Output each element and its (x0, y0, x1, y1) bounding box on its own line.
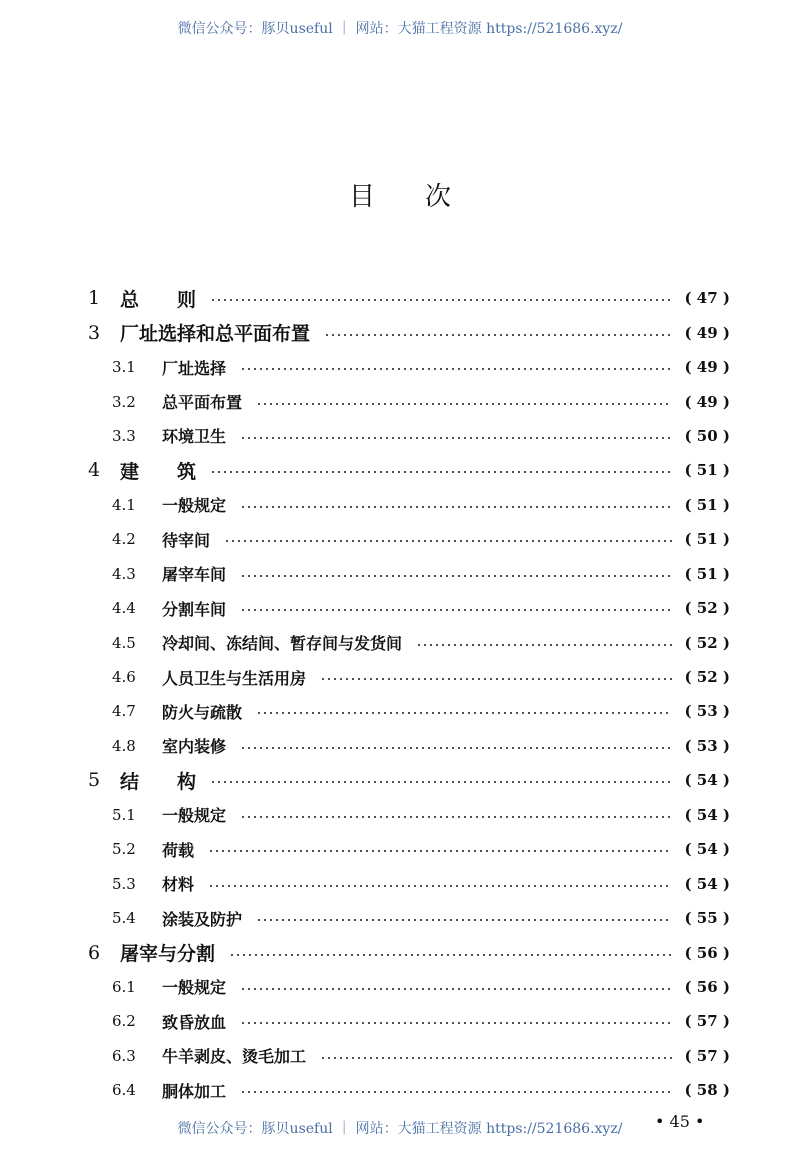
toc-entry-number: 1 (88, 287, 101, 310)
toc-entry-page: ( 51 ) (684, 530, 730, 549)
toc-entry-title: 胴体加工 (162, 1081, 227, 1101)
toc-entry-title: 结 构 (120, 770, 197, 793)
toc-dot-leader (324, 334, 672, 336)
toc-entry-number: 4 (88, 459, 101, 482)
toc-dot-leader (229, 954, 672, 956)
toc-entry-title: 分割车间 (162, 599, 227, 619)
toc-section-entry[interactable] (88, 591, 730, 625)
toc-entry-number: 6 (88, 941, 101, 964)
toc-entry-page: ( 49 ) (684, 323, 730, 342)
toc-section-entry[interactable] (88, 1073, 730, 1107)
toc-entry-page: ( 51 ) (684, 564, 730, 583)
toc-entry-number: 4.7 (112, 702, 136, 721)
toc-dot-leader (240, 437, 672, 439)
toc-entry-title: 人员卫生与生活用房 (162, 668, 307, 688)
toc-entry-number: 4.6 (112, 668, 136, 687)
toc-dot-leader (208, 850, 672, 852)
toc-chapter-entry[interactable] (88, 763, 730, 797)
toc-chapter-entry[interactable] (88, 281, 730, 315)
toc-entry-number: 5.2 (112, 840, 136, 859)
toc-entry-page: ( 47 ) (684, 289, 730, 308)
toc-entry-page: ( 52 ) (684, 599, 730, 618)
toc-dot-leader (224, 540, 672, 542)
toc-entry-page: ( 57 ) (684, 1046, 730, 1065)
watermark-top: 微信公众号：豚贝useful ｜ 网站：大猫工程资源 https://521686.xyz/ (177, 21, 623, 37)
toc-entry-page: ( 53 ) (684, 702, 730, 721)
toc-entry-number: 4.8 (112, 736, 136, 755)
toc-entry-page: ( 51 ) (684, 461, 730, 480)
toc-entry-page: ( 54 ) (684, 771, 730, 790)
toc-section-entry[interactable] (88, 419, 730, 453)
toc-entry-page: ( 50 ) (684, 426, 730, 445)
toc-entry-page: ( 56 ) (684, 977, 730, 996)
toc-dot-leader (256, 919, 672, 921)
toc-section-entry[interactable] (88, 729, 730, 763)
toc-entry-page: ( 52 ) (684, 668, 730, 687)
toc-dot-leader (240, 575, 672, 577)
toc-chapter-entry[interactable] (88, 935, 730, 969)
toc-entry-title: 总平面布置 (162, 393, 243, 413)
toc-entry-number: 4.4 (112, 599, 136, 618)
toc-entry-title: 厂址选择和总平面布置 (120, 323, 311, 346)
toc-section-entry[interactable] (88, 1004, 730, 1038)
toc-entry-title: 荷载 (162, 840, 195, 860)
toc-section-entry[interactable] (88, 798, 730, 832)
toc-entry-page: ( 51 ) (684, 495, 730, 514)
page-number: • 45 • (655, 1112, 705, 1131)
toc-entry-number: 3.2 (112, 392, 136, 411)
toc-dot-leader (240, 988, 672, 990)
toc-dot-leader (240, 368, 672, 370)
toc-dot-leader (320, 678, 672, 680)
toc-entry-page: ( 53 ) (684, 736, 730, 755)
toc-entry-title: 厂址选择 (162, 358, 227, 378)
toc-entry-page: ( 54 ) (684, 840, 730, 859)
toc-chapter-entry[interactable] (88, 315, 730, 349)
toc-entry-page: ( 49 ) (684, 392, 730, 411)
toc-section-entry[interactable] (88, 1039, 730, 1073)
toc-dot-leader (240, 1091, 672, 1093)
toc-entry-title: 涂装及防护 (162, 909, 243, 929)
toc-entry-title: 总 则 (120, 288, 197, 311)
toc-dot-leader (210, 781, 672, 783)
toc-dot-leader (240, 1022, 672, 1024)
toc-entry-title: 致昏放血 (162, 1012, 227, 1032)
toc-section-entry[interactable] (88, 832, 730, 866)
toc-section-entry[interactable] (88, 557, 730, 591)
toc-entry-title: 一般规定 (162, 496, 227, 516)
toc-entry-title: 一般规定 (162, 806, 227, 826)
toc-section-entry[interactable] (88, 866, 730, 900)
toc-entry-number: 6.1 (112, 977, 136, 996)
toc-entry-title: 一般规定 (162, 978, 227, 998)
toc-entry-number: 3.3 (112, 426, 136, 445)
toc-entry-title: 屠宰与分割 (120, 943, 216, 966)
toc-dot-leader (210, 299, 672, 301)
toc-section-entry[interactable] (88, 522, 730, 556)
toc-entry-number: 4.5 (112, 633, 136, 652)
toc-section-entry[interactable] (88, 901, 730, 935)
toc-entry-number: 3.1 (112, 358, 136, 377)
toc-entry-title: 建 筑 (120, 460, 197, 483)
toc-entry-title: 室内装修 (162, 737, 227, 757)
toc-section-entry[interactable] (88, 970, 730, 1004)
toc-section-entry[interactable] (88, 625, 730, 659)
toc-dot-leader (256, 712, 672, 714)
toc-entry-number: 3 (88, 321, 101, 344)
toc-dot-leader (256, 403, 672, 405)
toc-section-entry[interactable] (88, 694, 730, 728)
toc-dot-leader (320, 1057, 672, 1059)
toc-dot-leader (240, 609, 672, 611)
toc-section-entry[interactable] (88, 660, 730, 694)
toc-entry-number: 6.3 (112, 1046, 136, 1065)
toc-dot-leader (208, 885, 672, 887)
toc-entry-number: 6.2 (112, 1012, 136, 1031)
toc-entry-number: 5.1 (112, 805, 136, 824)
watermark-bottom: 微信公众号：豚贝useful ｜ 网站：大猫工程资源 https://521686.xyz/ (177, 1121, 623, 1137)
toc-entry-title: 牛羊剥皮、烫毛加工 (162, 1047, 307, 1067)
toc-dot-leader (416, 644, 672, 646)
toc-entry-number: 4.3 (112, 564, 136, 583)
toc-entry-title: 材料 (162, 875, 195, 895)
toc-dot-leader (240, 747, 672, 749)
toc-entry-number: 4.1 (112, 495, 136, 514)
toc-entry-title: 冷却间、冻结间、暂存间与发货间 (162, 634, 403, 654)
toc-chapter-entry[interactable] (88, 453, 730, 487)
toc-entry-number: 5.4 (112, 909, 136, 928)
toc-entry-page: ( 52 ) (684, 633, 730, 652)
toc-entry-title: 环境卫生 (162, 427, 227, 447)
toc-section-entry[interactable] (88, 350, 730, 384)
toc-entry-title: 防火与疏散 (162, 702, 243, 722)
toc-section-entry[interactable] (88, 384, 730, 418)
toc-entry-page: ( 54 ) (684, 805, 730, 824)
toc-entry-page: ( 54 ) (684, 874, 730, 893)
toc-entry-page: ( 49 ) (684, 358, 730, 377)
toc-entry-title: 屠宰车间 (162, 565, 227, 585)
toc-dot-leader (240, 506, 672, 508)
toc-section-entry[interactable] (88, 488, 730, 522)
table-of-contents (88, 281, 730, 1108)
toc-entry-page: ( 55 ) (684, 909, 730, 928)
toc-entry-title: 待宰间 (162, 530, 211, 550)
toc-entry-page: ( 58 ) (684, 1081, 730, 1100)
toc-entry-number: 4.2 (112, 530, 136, 549)
toc-entry-number: 6.4 (112, 1081, 136, 1100)
toc-entry-number: 5.3 (112, 874, 136, 893)
toc-entry-page: ( 56 ) (684, 943, 730, 962)
toc-entry-number: 5 (88, 769, 101, 792)
toc-dot-leader (210, 471, 672, 473)
toc-dot-leader (240, 816, 672, 818)
toc-entry-page: ( 57 ) (684, 1012, 730, 1031)
page-title: 目次 (348, 182, 501, 212)
